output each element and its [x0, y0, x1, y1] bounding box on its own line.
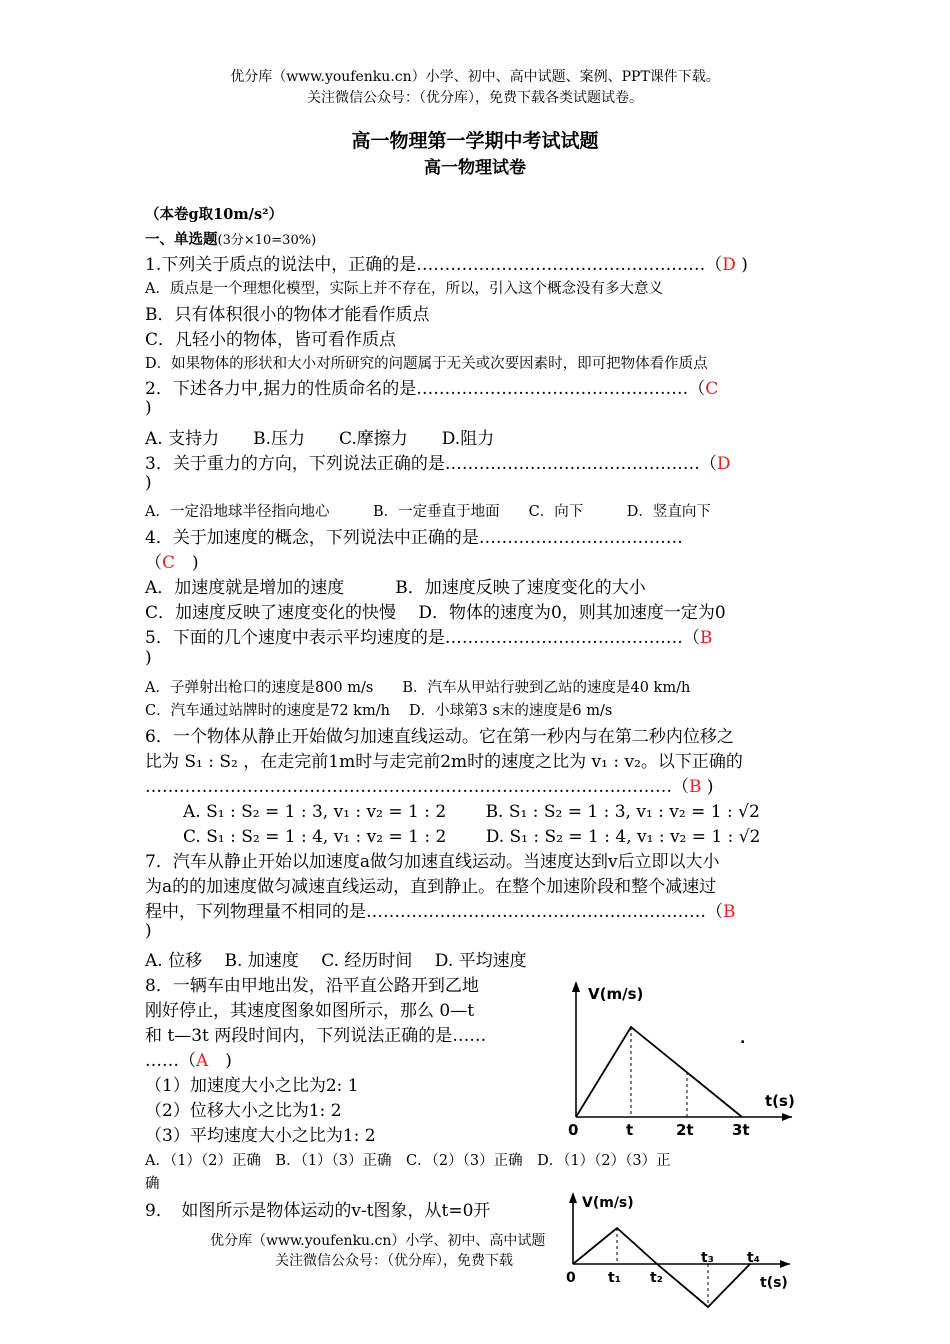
graph2-tick-t3: t₃	[701, 1250, 714, 1266]
q8-stem-line1: 8．一辆车由甲地出发，沿平直公路开到乙地	[145, 976, 479, 996]
graph1-y-arrow	[572, 981, 580, 992]
q1-option-d: D．如果物体的形状和大小对所研究的问题属于无关或次要因素时，即可把物体看作质点	[145, 356, 708, 372]
q7-answer: B	[723, 902, 736, 922]
q1-stem: 1.下列关于质点的说法中，正确的是……………………………………………（D )	[145, 255, 748, 275]
q6-options-ab: A. S₁ : S₂ = 1 : 3, v₁ : v₂ = 1 : 2 B. S₁ : S₂ = 1 : 3, v₁ : v₂ = 1 : √2	[183, 802, 760, 822]
q4-stem: 4．关于加速度的概念，下列说法中正确的是………………………………	[145, 528, 683, 548]
q8-item-1: （1）加速度大小之比为2: 1	[145, 1076, 359, 1096]
q7-stem-line1: 7．汽车从静止开始以加速度a做匀加速直线运动。当速度达到v后立即以大小	[145, 852, 720, 872]
q8-options-line2: 确	[145, 1176, 160, 1192]
q7-stem-line3: 程中，下列物理量不相同的是……………………………………………………（B	[145, 902, 736, 922]
q4-options-cd: C．加速度反映了速度变化的快慢 D．物体的速度为0，则其加速度一定为0	[145, 603, 726, 623]
q7-stem-line2: 为a的的加速度做匀减速直线运动，直到静止。在整个加速阶段和整个减速过	[145, 877, 717, 897]
q3-options: A．一定沿地球半径指向地心 B．一定垂直于地面 C．向下 D．竖直向下	[145, 504, 711, 520]
q4-options-ab: A．加速度就是增加的速度 B．加速度反映了速度变化的大小	[145, 578, 646, 598]
graph2-x-arrow	[780, 1260, 790, 1268]
graph1-tick-2t: 2t	[676, 1121, 694, 1139]
q8-stem-line2: 刚好停止，其速度图象如图所示，那么 0—t	[145, 1001, 475, 1021]
q3-close: )	[145, 473, 152, 493]
graph1-dot: .	[740, 1031, 746, 1047]
q1-option-b: B．只有体积很小的物体才能看作质点	[145, 305, 430, 325]
graph2-tick-t4: t₄	[747, 1250, 760, 1266]
exam-note: （本卷g取10m/s²）	[145, 206, 283, 223]
graph1-velocity-line	[576, 1027, 742, 1117]
q1-option-c: C．凡轻小的物体，皆可看作质点	[145, 330, 397, 350]
q4-answer-line: （C )	[145, 553, 199, 573]
q6-stem-line2: 比为 S₁ : S₂ ，在走完前1m时与走完前2m时的速度之比为 v₁ : v₂。以下正确的	[145, 752, 743, 772]
graph2-tick-t2: t₂	[650, 1270, 663, 1286]
q2-options: A. 支持力 B.压力 C.摩擦力 D.阻力	[145, 429, 495, 449]
graph1-tick-3t: 3t	[732, 1121, 750, 1139]
q8-item-2: （2）位移大小之比为1: 2	[145, 1101, 342, 1121]
graph1-tick-0: 0	[568, 1121, 579, 1139]
graph2-velocity-line	[573, 1228, 750, 1307]
q8-stem-line3: 和 t—3t 两段时间内，下列说法正确的是……	[145, 1026, 487, 1046]
graph1-xlabel: t(s)	[765, 1092, 795, 1110]
q7-options: A. 位移 B. 加速度 C. 经历时间 D. 平均速度	[145, 951, 527, 971]
q5-stem: 5．下面的几个速度中表示平均速度的是……………………………………（B	[145, 628, 713, 648]
graph1-x-arrow	[782, 1113, 792, 1121]
q5-answer: B	[699, 628, 713, 648]
site-header-line1: 优分库（www.youfenku.cn）小学、初中、高中试题、案例、PPT课件下载。	[230, 69, 720, 85]
q6-stem-line3: …………………………………………………………………………………（B )	[145, 777, 714, 797]
q8-velocity-graph	[560, 975, 810, 1145]
q6-stem-line1: 6．一个物体从静止开始做匀加速直线运动。它在第一秒内与在第二秒内位移之	[145, 727, 734, 747]
footer-line2: 关注微信公众号：（优分库），免费下载	[275, 1253, 513, 1269]
page-title: 高一物理第一学期中考试试题	[351, 130, 599, 152]
q1-answer: D	[722, 255, 736, 275]
q5-close: )	[145, 648, 152, 668]
q8-options-line1: A．（1）（2）正确 B．（1）（3）正确 C．（2）（3）正确 D．（1）（2）（3）正	[145, 1153, 671, 1169]
q5-options-ab: A．子弹射出枪口的速度是800 m/s B．汽车从甲站行驶到乙站的速度是40 km/h	[145, 680, 691, 696]
q7-close: )	[145, 921, 152, 941]
q9-stem: 9． 如图所示是物体运动的v-t图象，从t=0开	[145, 1201, 491, 1221]
site-header-line2: 关注微信公众号：（优分库），免费下载各类试题试卷。	[307, 90, 643, 106]
q6-options-cd: C. S₁ : S₂ = 1 : 4, v₁ : v₂ = 1 : 2 D. S₁ : S₂ = 1 : 4, v₁ : v₂ = 1 : √2	[183, 827, 761, 847]
graph2-tick-0: 0	[566, 1270, 576, 1286]
q1-option-a: A．质点是一个理想化模型，实际上并不存在，所以，引入这个概念没有多大意义	[145, 281, 663, 297]
page-subtitle: 高一物理试卷	[424, 158, 526, 178]
q8-item-3: （3）平均速度大小之比为1: 2	[145, 1126, 376, 1146]
q3-stem: 3．关于重力的方向，下列说法正确的是………………………………………（D	[145, 454, 731, 474]
graph2-y-arrow	[569, 1192, 577, 1203]
graph1-ylabel: V(m/s)	[588, 985, 644, 1003]
q6-answer: B	[689, 777, 702, 797]
q2-stem: 2．下述各力中,据力的性质命名的是…………………………………………（C	[145, 379, 719, 399]
footer-line1: 优分库（www.youfenku.cn）小学、初中、高中试题	[210, 1233, 546, 1249]
q2-close: )	[145, 398, 152, 418]
q8-stem-line4: ……（A )	[145, 1051, 232, 1071]
graph2-tick-t1: t₁	[608, 1270, 621, 1286]
q9-velocity-graph	[560, 1190, 810, 1315]
graph2-xlabel: t(s)	[760, 1275, 788, 1291]
graph2-ylabel: V(m/s)	[582, 1195, 634, 1211]
q3-answer: D	[716, 454, 731, 474]
q4-answer: C	[162, 553, 176, 573]
section-scoring: (3分×10=30%)	[217, 233, 317, 248]
q2-answer: C	[705, 379, 719, 399]
q8-answer: A	[196, 1051, 209, 1071]
q5-options-cd: C．汽车通过站牌时的速度是72 km/h D．小球第3 s末的速度是6 m/s	[145, 703, 613, 719]
graph1-tick-t: t	[626, 1121, 634, 1139]
section-heading	[145, 228, 316, 249]
section-label: 一、单选题	[145, 231, 218, 248]
